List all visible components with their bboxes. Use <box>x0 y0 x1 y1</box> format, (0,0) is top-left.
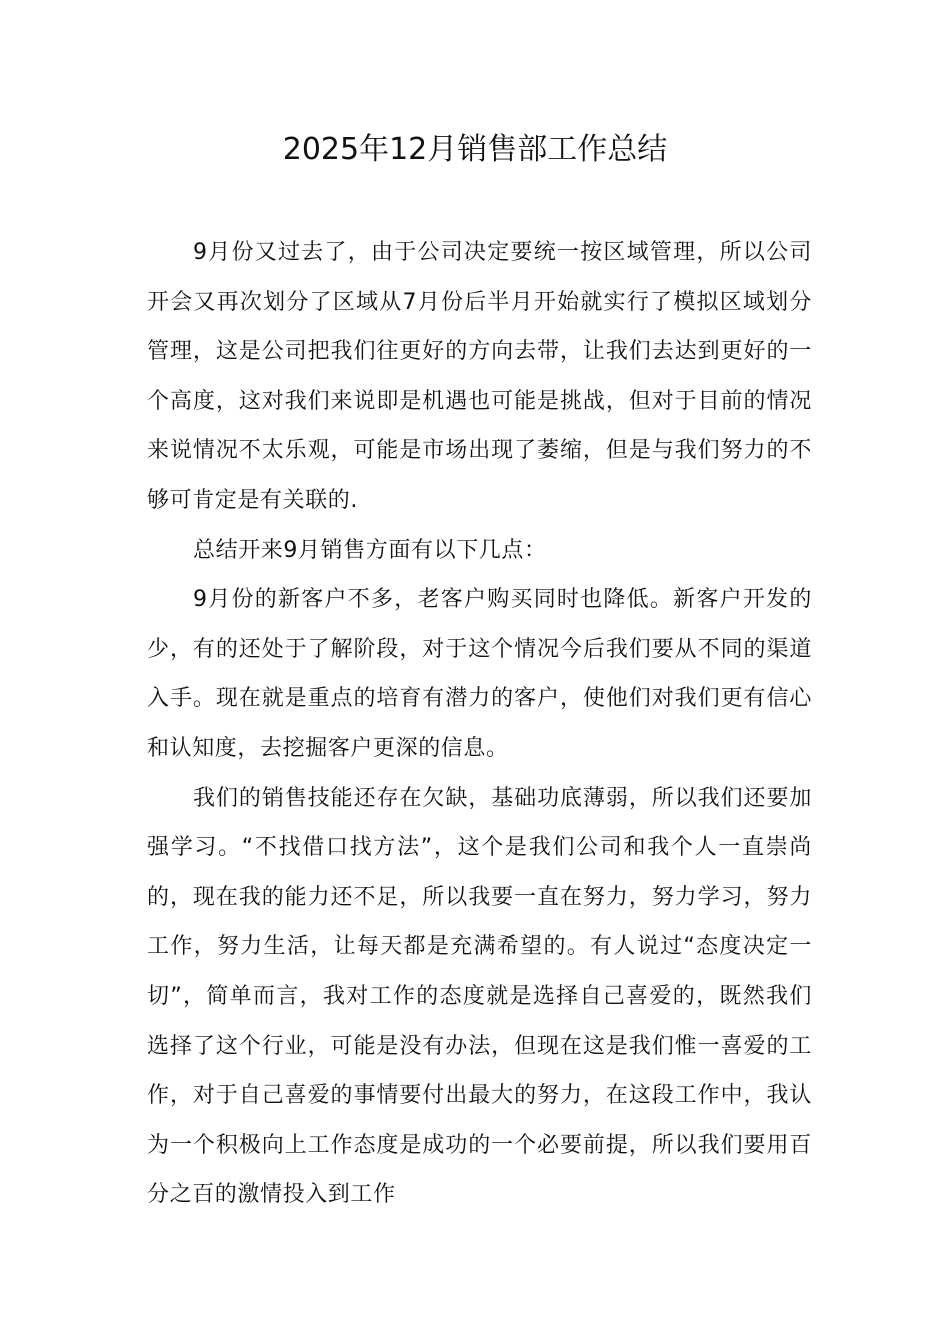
paragraph-summary-heading: 总结开来9月销售方面有以下几点： <box>193 537 547 563</box>
document-title: 2025年12月销售部工作总结 <box>282 132 668 167</box>
document-body <box>147 228 812 1220</box>
paragraph-skills: 我们的销售技能还存在欠缺，基础功底薄弱，所以我们还要加强学习。“不找借口找方法”，这个是我们公司和我个人一直崇尚的，现在我的能力还不足，所以我要一直在努力，努力学习，努力工作，努力生活，让每天都是充满希望的。有人说过“态度决定一切”，简单而言，我对工作的态度就是选择自己喜爱的，既然我们选择了这个行业，可能是没有办法，但现在这是我们惟一喜爱的工作，对于自己喜爱的事情要付出最大的努力，在这段工作中，我认为一个积极向上工作态度是成功的一个必要前提，所以我们要用百分之百的激情投入到工作 <box>147 785 812 1208</box>
paragraph-customers: 9月份的新客户不多，老客户购买同时也降低。新客户开发的少，有的还处于了解阶段，对于这个情况今后我们要从不同的渠道入手。现在就是重点的培育有潜力的客户，使他们对我们更有信心和认知度，去挖掘客户更深的信息。 <box>147 587 812 761</box>
paragraph-intro: 9月份又过去了，由于公司决定要统一按区域管理，所以公司开会又再次划分了区域从7月份后半月开始就实行了模拟区域划分管理，这是公司把我们往更好的方向去带，让我们去达到更好的一个高度，这对我们来说即是机遇也可能是挑战，但对于目前的情况来说情况不太乐观，可能是市场出现了萎缩，但是与我们努力的不够可肯定是有关联的. <box>147 240 812 513</box>
